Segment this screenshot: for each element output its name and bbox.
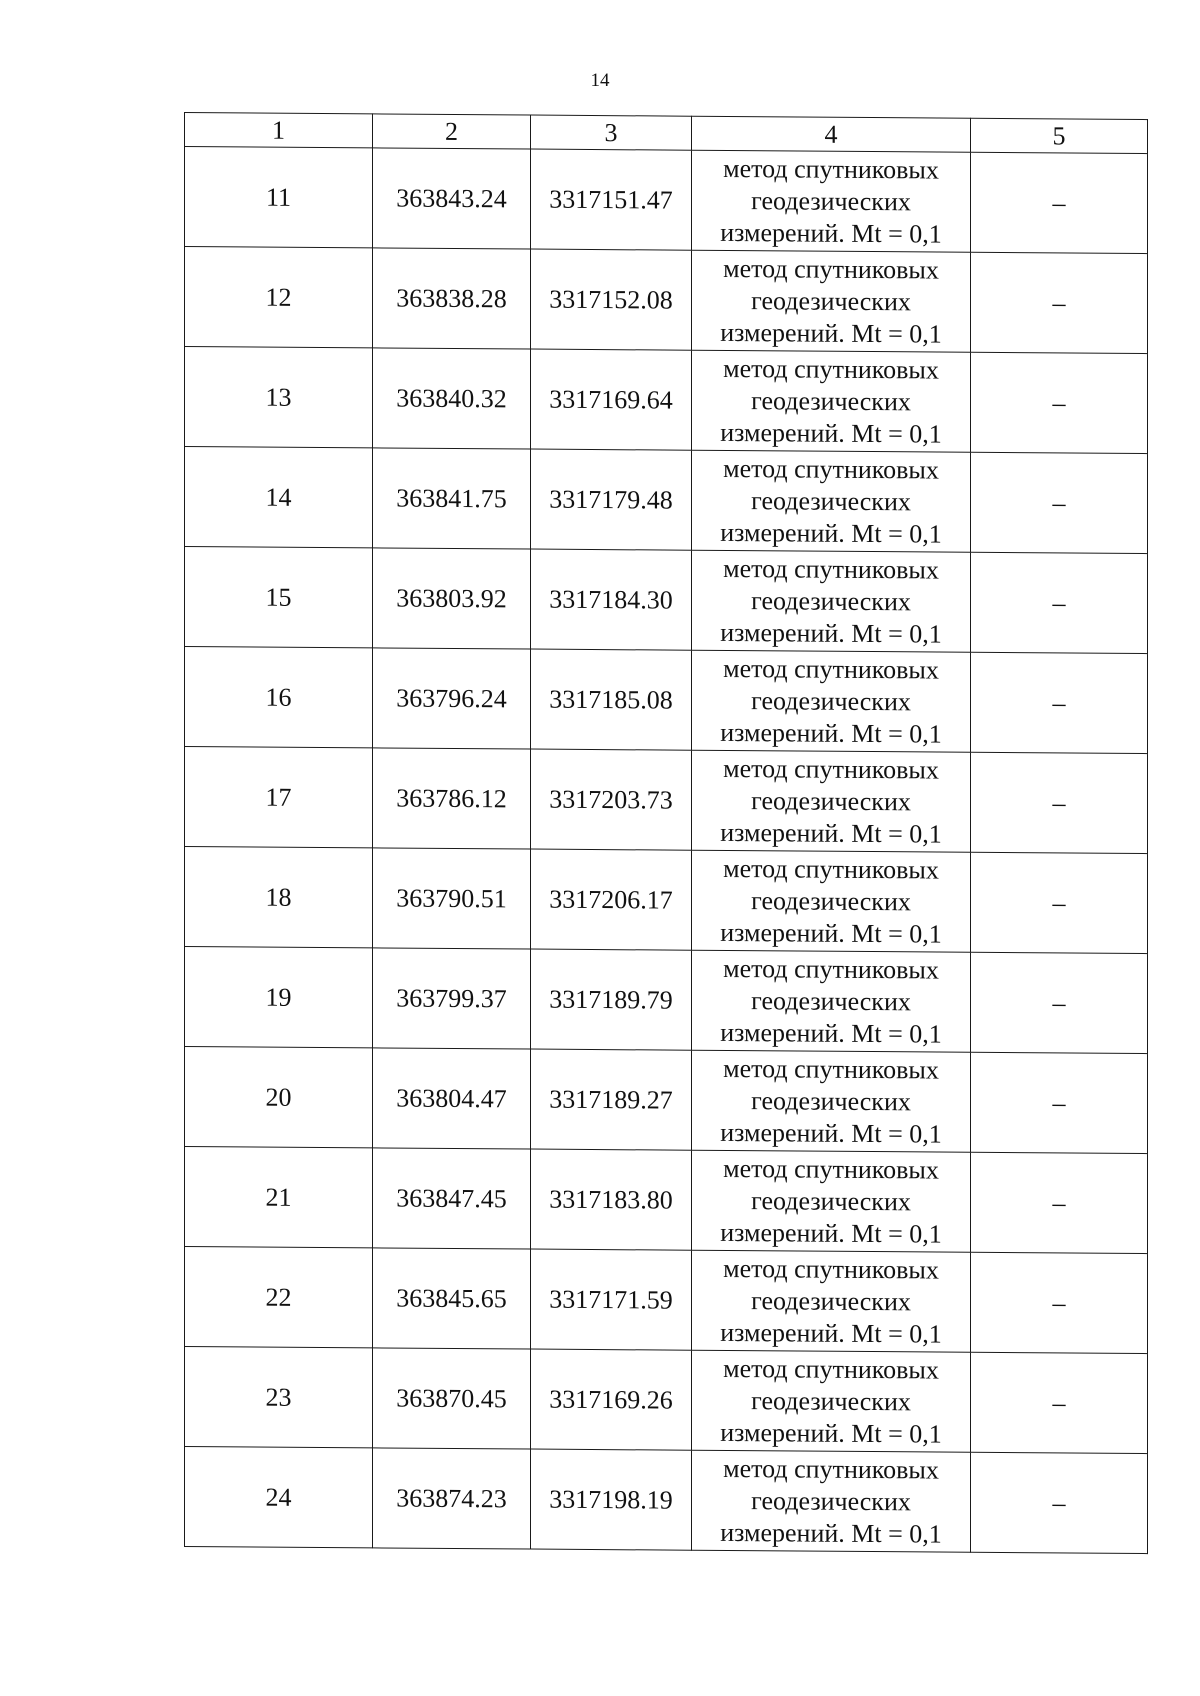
point-number-cell: 21 xyxy=(185,1147,373,1248)
table-row xyxy=(185,347,1148,454)
method-cell xyxy=(692,350,971,452)
y-coordinate-cell: 3317183.80 xyxy=(531,1149,692,1250)
method-line: измерений. Mt = 0,1 xyxy=(720,917,942,949)
method-line: геодезических xyxy=(751,785,911,816)
point-number-cell: 13 xyxy=(185,347,373,448)
method-line: измерений. Mt = 0,1 xyxy=(720,317,942,349)
y-coordinate-cell: 3317203.73 xyxy=(531,749,692,850)
method-line: измерений. Mt = 0,1 xyxy=(720,1117,942,1149)
method-line: метод спутниковых xyxy=(723,453,939,485)
y-coordinate-cell: 3317171.59 xyxy=(531,1249,692,1350)
method-line: метод спутниковых xyxy=(723,1253,939,1285)
method-line: метод спутниковых xyxy=(723,153,939,185)
method-cell xyxy=(692,450,971,552)
y-coordinate-cell: 3317206.17 xyxy=(531,849,692,950)
note-cell: – xyxy=(971,252,1148,353)
table-row xyxy=(185,247,1148,354)
header-col-1: 1 xyxy=(185,113,373,148)
point-number-cell: 19 xyxy=(185,947,373,1048)
method-line: геодезических xyxy=(751,285,911,316)
table-row xyxy=(185,747,1148,854)
method-cell xyxy=(692,1050,971,1152)
note-cell: – xyxy=(971,152,1148,253)
note-cell: – xyxy=(971,1252,1148,1353)
method-line: метод спутниковых xyxy=(723,653,939,685)
y-coordinate-cell: 3317179.48 xyxy=(531,449,692,550)
y-coordinate-cell: 3317152.08 xyxy=(531,249,692,350)
method-line: метод спутниковых xyxy=(723,953,939,985)
method-line: геодезических xyxy=(751,485,911,516)
x-coordinate-cell: 363847.45 xyxy=(373,1148,531,1249)
method-cell xyxy=(692,850,971,952)
point-number-cell: 20 xyxy=(185,1047,373,1148)
note-cell: – xyxy=(971,1452,1148,1553)
method-line: измерений. Mt = 0,1 xyxy=(720,617,942,649)
point-number-cell: 11 xyxy=(185,147,373,248)
x-coordinate-cell: 363790.51 xyxy=(373,848,531,949)
method-cell xyxy=(692,550,971,652)
method-cell xyxy=(692,1150,971,1252)
table-row xyxy=(185,1147,1148,1254)
table-row xyxy=(185,547,1148,654)
x-coordinate-cell: 363799.37 xyxy=(373,948,531,1049)
method-line: метод спутниковых xyxy=(723,1453,939,1485)
point-number-cell: 15 xyxy=(185,547,373,648)
table-body xyxy=(185,147,1148,1554)
y-coordinate-cell: 3317189.79 xyxy=(531,949,692,1050)
y-coordinate-cell: 3317184.30 xyxy=(531,549,692,650)
y-coordinate-cell: 3317169.64 xyxy=(531,349,692,450)
table-row xyxy=(185,147,1148,254)
point-number-cell: 22 xyxy=(185,1247,373,1348)
note-cell: – xyxy=(971,352,1148,453)
point-number-cell: 16 xyxy=(185,647,373,748)
page-number: 14 xyxy=(590,70,610,91)
note-cell: – xyxy=(971,1052,1148,1153)
method-line: геодезических xyxy=(751,185,911,216)
table-row xyxy=(185,847,1148,954)
method-line: измерений. Mt = 0,1 xyxy=(720,817,942,849)
point-number-cell: 14 xyxy=(185,447,373,548)
point-number-cell: 18 xyxy=(185,847,373,948)
method-line: геодезических xyxy=(751,885,911,916)
table-row xyxy=(185,647,1148,754)
method-line: геодезических xyxy=(751,1485,911,1516)
method-cell xyxy=(692,250,971,352)
y-coordinate-cell: 3317185.08 xyxy=(531,649,692,750)
note-cell: – xyxy=(971,752,1148,853)
table-row xyxy=(185,1347,1148,1454)
method-line: геодезических xyxy=(751,585,911,616)
table-row xyxy=(185,947,1148,1054)
method-cell xyxy=(692,1250,971,1352)
note-cell: – xyxy=(971,652,1148,753)
method-line: измерений. Mt = 0,1 xyxy=(720,517,942,549)
point-number-cell: 12 xyxy=(185,247,373,348)
x-coordinate-cell: 363845.65 xyxy=(373,1248,531,1349)
method-line: геодезических xyxy=(751,1285,911,1316)
x-coordinate-cell: 363803.92 xyxy=(373,548,531,649)
table-row xyxy=(185,1247,1148,1354)
x-coordinate-cell: 363804.47 xyxy=(373,1048,531,1149)
note-cell: – xyxy=(971,452,1148,553)
note-cell: – xyxy=(971,552,1148,653)
method-line: метод спутниковых xyxy=(723,353,939,385)
header-col-5: 5 xyxy=(971,118,1148,153)
method-line: метод спутниковых xyxy=(723,753,939,785)
method-line: геодезических xyxy=(751,685,911,716)
method-cell xyxy=(692,950,971,1052)
y-coordinate-cell: 3317151.47 xyxy=(531,149,692,250)
note-cell: – xyxy=(971,1352,1148,1453)
point-number-cell: 24 xyxy=(185,1447,373,1548)
method-cell xyxy=(692,1350,971,1452)
y-coordinate-cell: 3317198.19 xyxy=(531,1449,692,1550)
method-line: метод спутниковых xyxy=(723,1153,939,1185)
method-line: геодезических xyxy=(751,1085,911,1116)
method-cell xyxy=(692,1450,971,1552)
method-line: измерений. Mt = 0,1 xyxy=(720,717,942,749)
method-line: геодезических xyxy=(751,985,911,1016)
x-coordinate-cell: 363841.75 xyxy=(373,448,531,549)
method-line: метод спутниковых xyxy=(723,253,939,285)
method-line: измерений. Mt = 0,1 xyxy=(720,417,942,449)
method-line: измерений. Mt = 0,1 xyxy=(720,1517,942,1549)
x-coordinate-cell: 363874.23 xyxy=(373,1448,531,1549)
x-coordinate-cell: 363840.32 xyxy=(373,348,531,449)
method-line: метод спутниковых xyxy=(723,853,939,885)
method-cell xyxy=(692,150,971,252)
method-line: измерений. Mt = 0,1 xyxy=(720,217,942,249)
point-number-cell: 23 xyxy=(185,1347,373,1448)
y-coordinate-cell: 3317169.26 xyxy=(531,1349,692,1450)
method-line: измерений. Mt = 0,1 xyxy=(720,1217,942,1249)
note-cell: – xyxy=(971,852,1148,953)
header-col-2: 2 xyxy=(373,114,531,149)
method-line: метод спутниковых xyxy=(723,1353,939,1385)
y-coordinate-cell: 3317189.27 xyxy=(531,1049,692,1150)
header-col-3: 3 xyxy=(531,115,692,150)
note-cell: – xyxy=(971,952,1148,1053)
table-row xyxy=(185,1447,1148,1554)
method-line: измерений. Mt = 0,1 xyxy=(720,1317,942,1349)
method-line: геодезических xyxy=(751,1185,911,1216)
header-col-4: 4 xyxy=(692,116,971,152)
table-row xyxy=(185,447,1148,554)
x-coordinate-cell: 363843.24 xyxy=(373,148,531,249)
method-line: метод спутниковых xyxy=(723,1053,939,1085)
coordinates-table-wrapper xyxy=(184,112,1147,1554)
note-cell: – xyxy=(971,1152,1148,1253)
method-line: метод спутниковых xyxy=(723,553,939,585)
method-cell xyxy=(692,650,971,752)
method-cell xyxy=(692,750,971,852)
coordinates-table xyxy=(184,112,1148,1554)
method-line: измерений. Mt = 0,1 xyxy=(720,1417,942,1449)
method-line: геодезических xyxy=(751,1385,911,1416)
method-line: геодезических xyxy=(751,385,911,416)
table-row xyxy=(185,1047,1148,1154)
x-coordinate-cell: 363796.24 xyxy=(373,648,531,749)
x-coordinate-cell: 363786.12 xyxy=(373,748,531,849)
method-line: измерений. Mt = 0,1 xyxy=(720,1017,942,1049)
x-coordinate-cell: 363838.28 xyxy=(373,248,531,349)
x-coordinate-cell: 363870.45 xyxy=(373,1348,531,1449)
point-number-cell: 17 xyxy=(185,747,373,848)
